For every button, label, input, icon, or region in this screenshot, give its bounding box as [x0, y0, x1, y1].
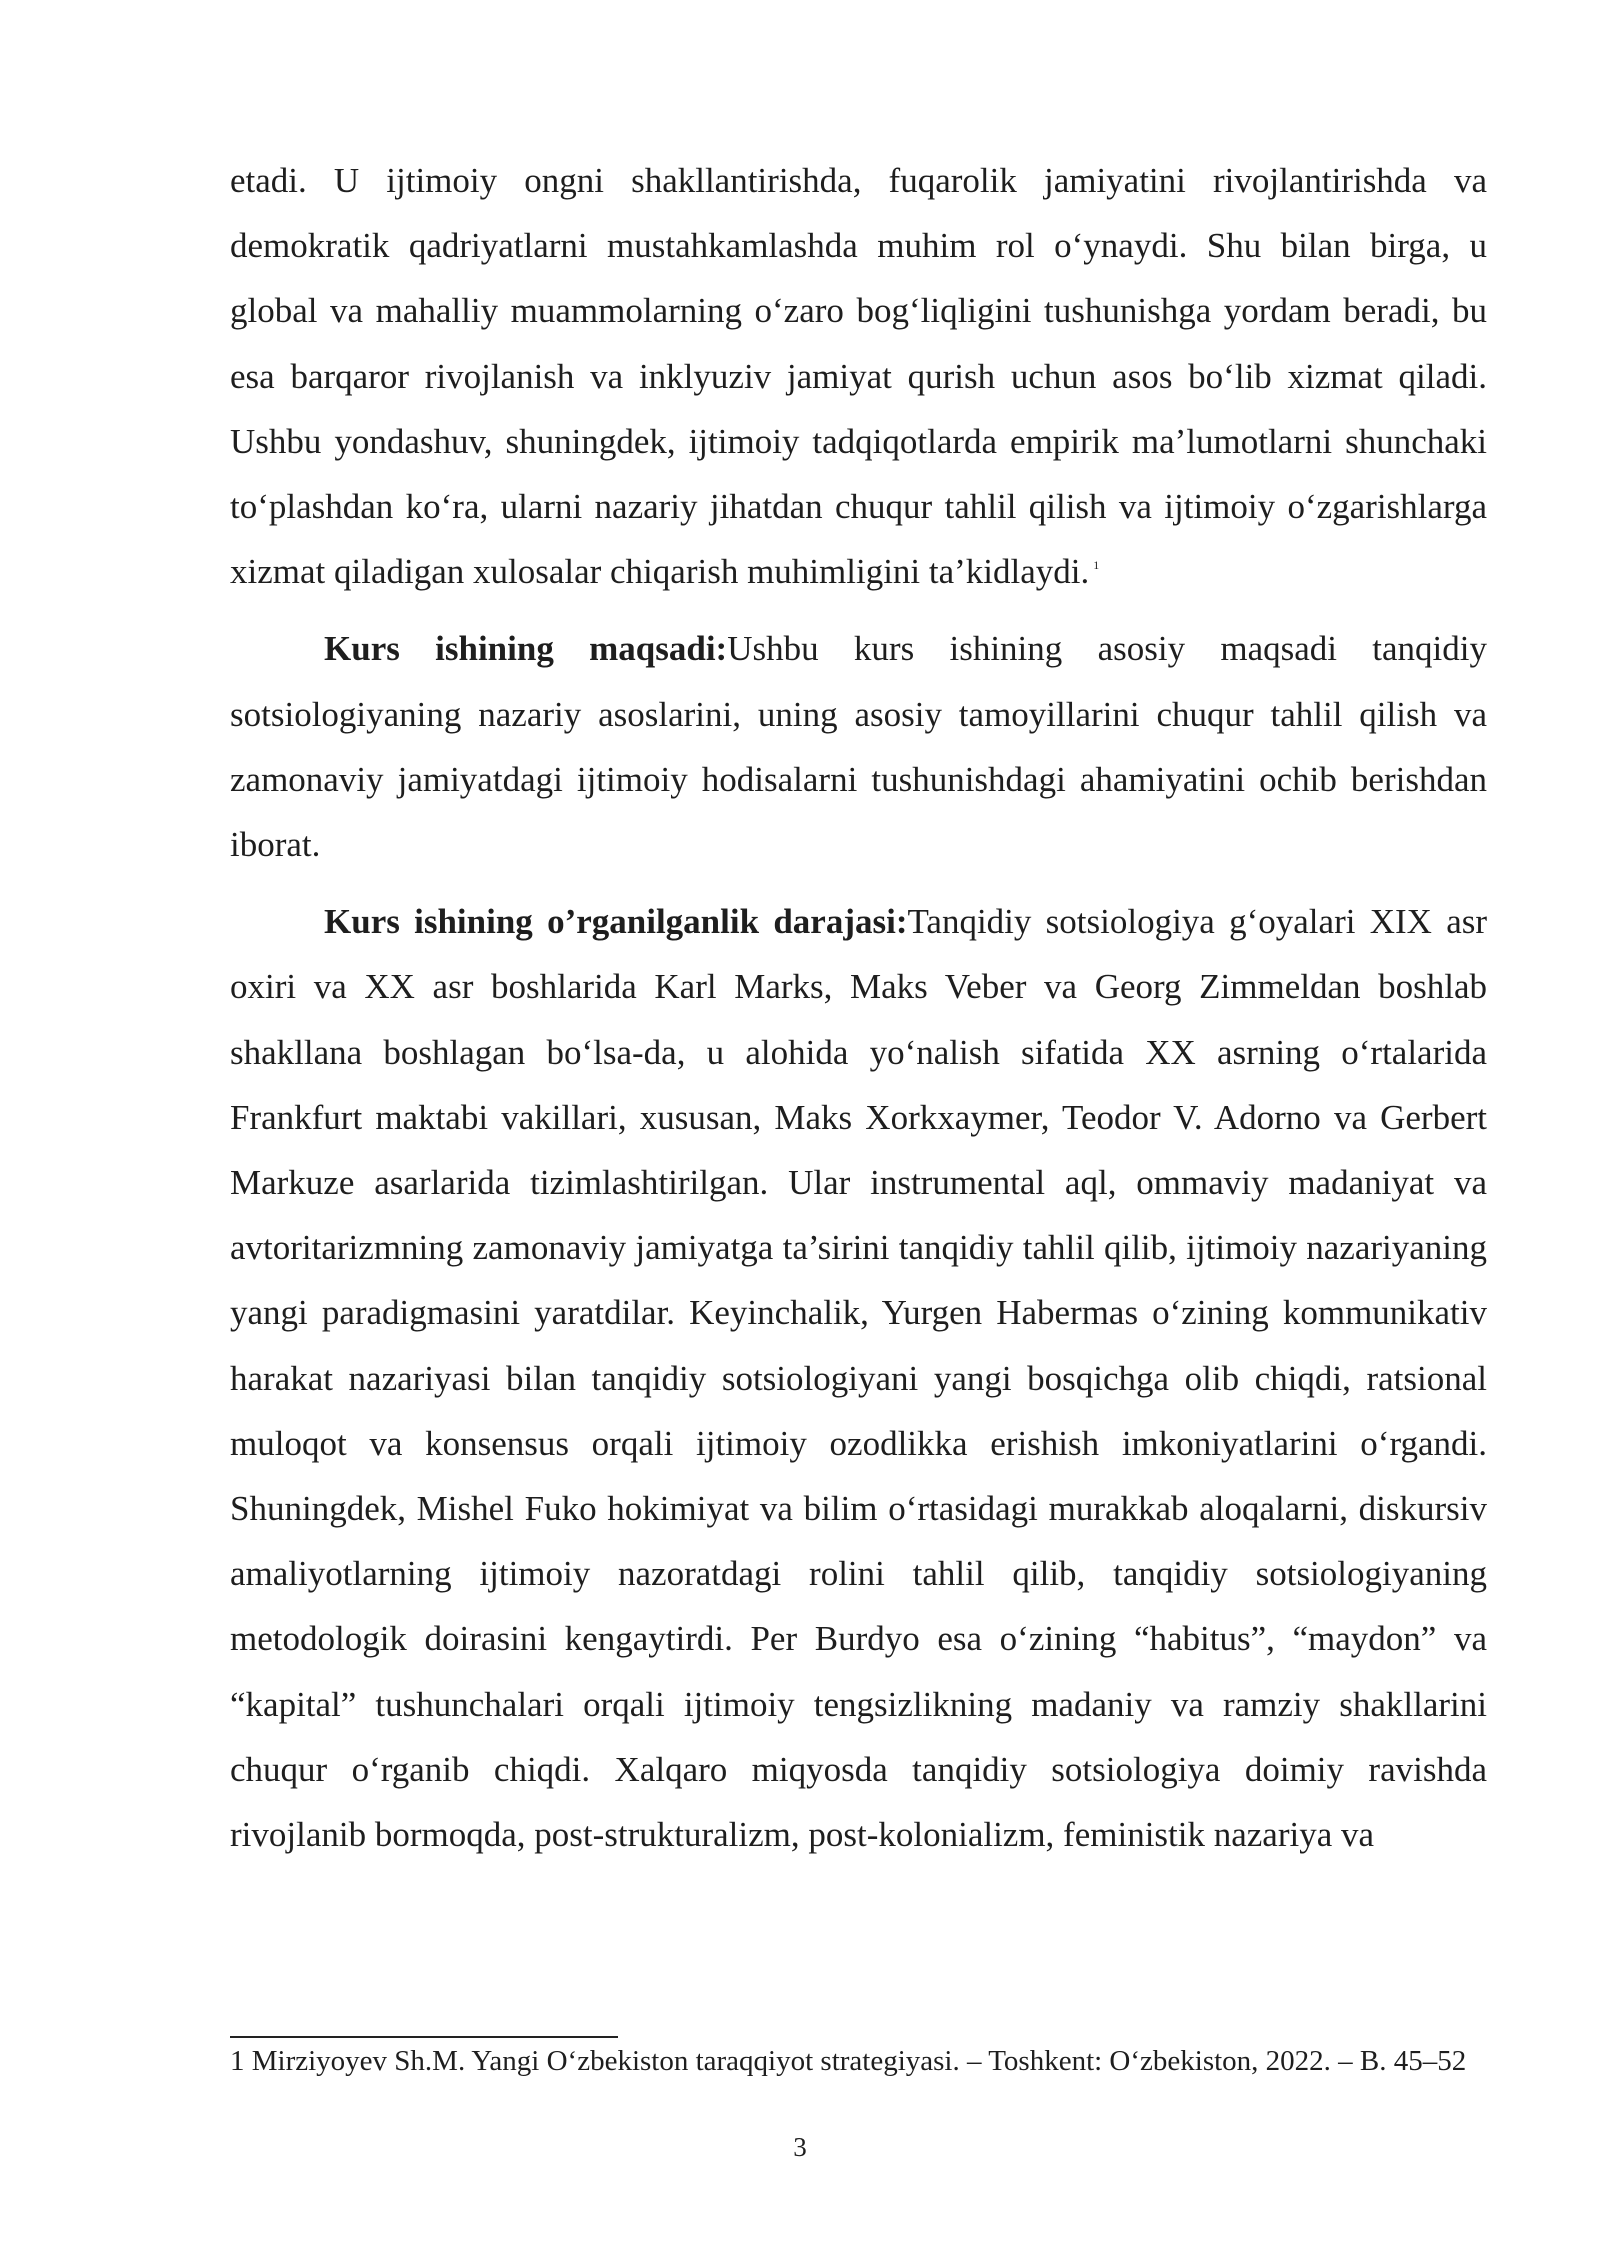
paragraph-course-goal — [230, 616, 1487, 877]
footnote-separator — [230, 2036, 618, 2038]
paragraph-text: etadi. U ijtimoiy ongni shakllantirishda, fuqarolik jamiyatini rivojlantirishda va demokratik qadriyatlarni mustahkamlashda muhim rol o‘ynaydi. Shu bilan birga, u global va mahalliy muammolarning o‘zaro bog‘liqligini tushunishga yordam beradi, bu esa barqaror rivojlanish va inklyuziv jamiyat qurish uchun asos bo‘lib xizmat qiladi. Ushbu yondashuv, shuningdek, ijtimoiy tadqiqotlarda empirik ma’lumotlarni shunchaki to‘plashdan ko‘ra, ularni nazariy jihatdan chuqur tahlil qilish va ijtimoiy o‘zgarishlarga xizmat qiladigan xulosalar chiqarish muhimligini ta’kidlaydi. — [230, 161, 1487, 592]
page-number: 3 — [793, 2132, 807, 2162]
section-heading-goal: Kurs ishining maqsadi: — [324, 629, 728, 669]
section-heading-study-level: Kurs ishining o’rganilganlik darajasi: — [324, 902, 908, 942]
footnote — [230, 2044, 1487, 2078]
footnote-reference[interactable]: 1 — [1093, 558, 1100, 573]
footnote-number: 1 — [230, 2045, 245, 2077]
paragraph-intro-continuation — [230, 148, 1487, 604]
footnote-text: Mirziyoyev Sh.M. Yangi O‘zbekiston taraqqiyot strategiyasi. – Toshkent: O‘zbekiston, 2022. – B. 45–52 — [251, 2045, 1467, 2077]
paragraph-text: Ushbu kurs ishining asosiy maqsadi tanqidiy sotsiologiyaning nazariy asoslarini, uning asosiy tamoyillarini chuqur tahlil qilish va zamonaviy jamiyatdagi ijtimoiy hodisalarni tushunishdagi ahamiyatini ochib berishdan iborat. — [230, 629, 1488, 865]
paragraph-text: Tanqidiy sotsiologiya g‘oyalari XIX asr oxiri va XX asr boshlarida Karl Marks, Maks Veber va Georg Zimmeldan boshlab shakllana boshlagan bo‘lsa-da, u alohida yo‘nalish sifatida XX asrning o‘rtalarida Frankfurt maktabi vakillari, xususan, Maks Xorkxaymer, Teodor V. Adorno va Gerbert Markuze asarlarida tizimlashtirilgan. Ular instrumental aql, ommaviy madaniyat va avtoritarizmning zamonaviy jamiyatga ta’sirini tanqidiy tahlil qilib, ijtimoiy nazariyaning yangi paradigmasini yaratdilar. Keyinchalik, Yurgen Habermas o‘zining kommunikativ harakat nazariyasi bilan tanqidiy sotsiologiyani yangi bosqichga olib chiqdi, ratsional muloqot va konsensus orqali ijtimoiy ozodlikka erishish imkoniyatlarini o‘rgandi. Shuningdek, Mishel Fuko hokimiyat va bilim o‘rtasidagi murakkab aloqalarni, diskursiv amaliyotlarning ijtimoiy nazoratdagi rolini tahlil qilib, tanqidiy sotsiologiyaning metodologik doirasini kengaytirdi. Per Burdyo esa o‘zining “habitus”, “maydon” va “kapital” tushunchalari orqali ijtimoiy tengsizlikning madaniy va ramziy shakllarini chuqur o‘rganib chiqdi. Xalqaro miqyosda tanqidiy sotsiologiya doimiy ravishda rivojlanib bormoqda, post-strukturalizm, post-kolonializm, feministik nazariya va — [230, 902, 1488, 1855]
document-body — [230, 148, 1487, 1867]
paragraph-study-level — [230, 889, 1487, 1867]
